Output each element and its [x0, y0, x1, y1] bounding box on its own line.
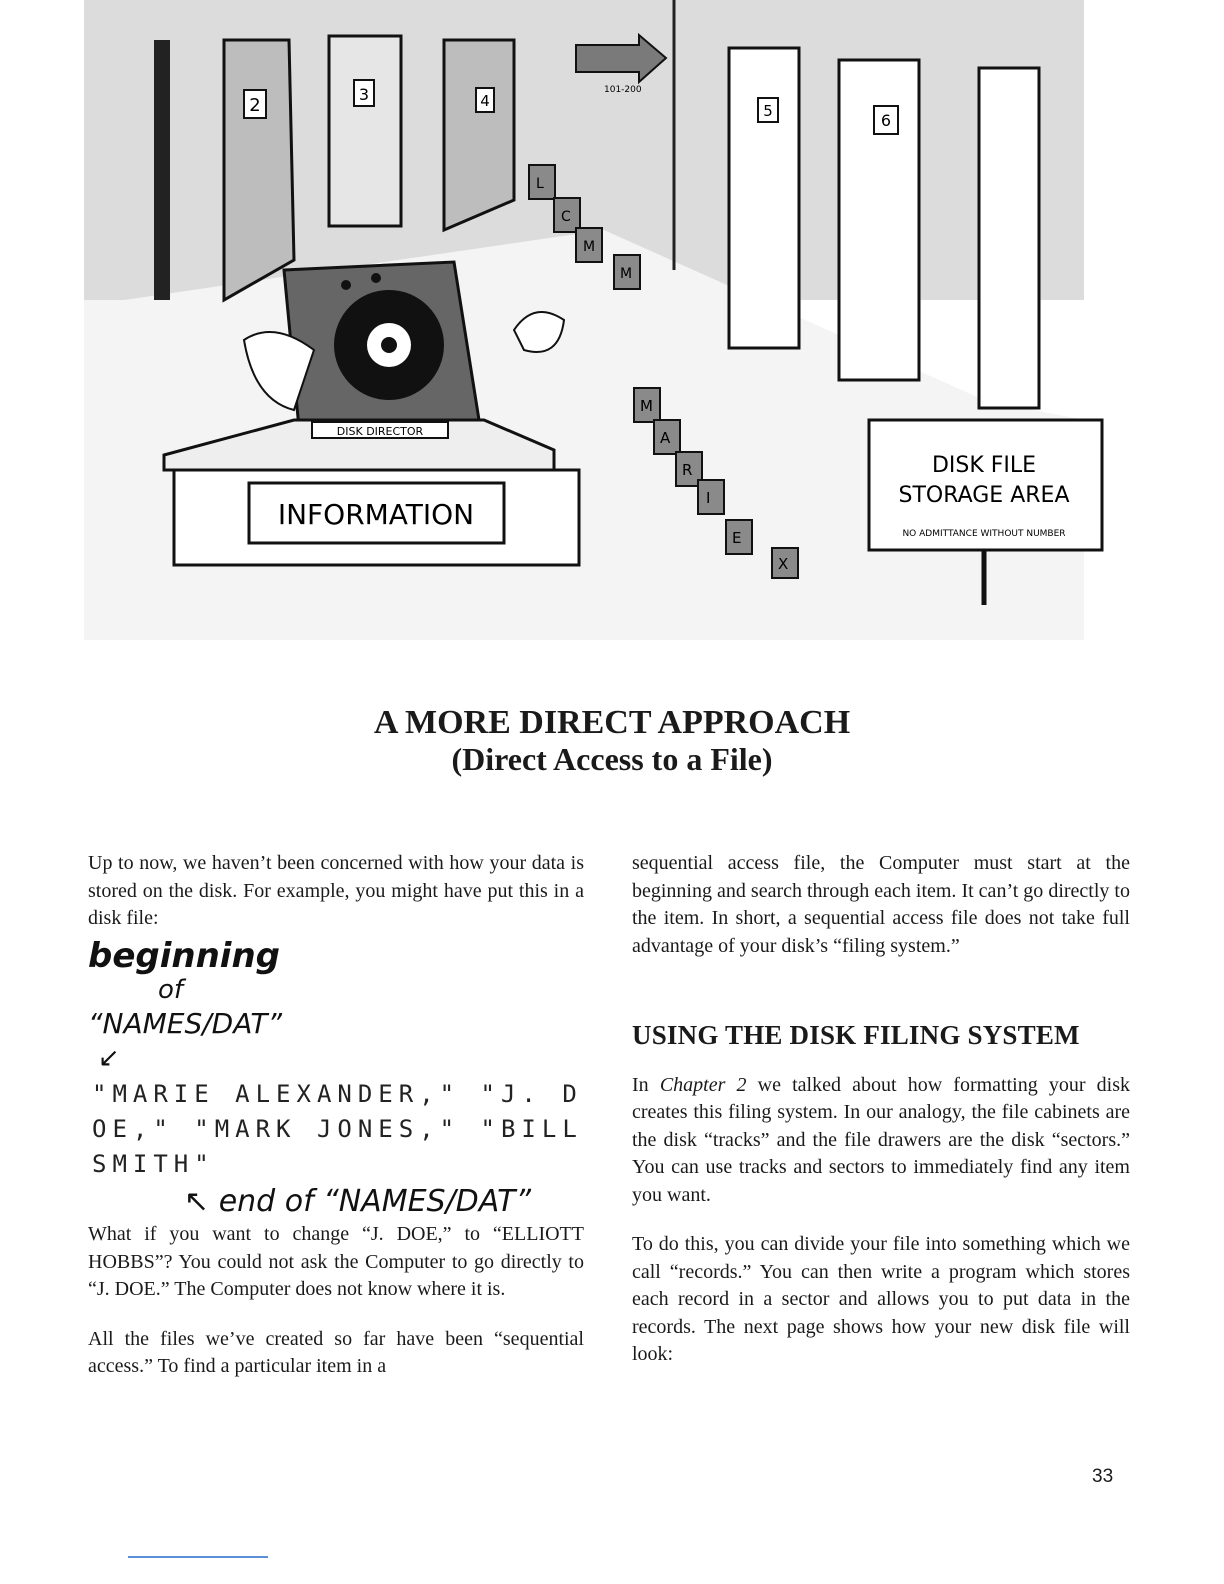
door-number: 6 [880, 111, 892, 130]
svg-text:DISK FILE: DISK FILE [931, 453, 1037, 478]
svg-text:I: I [706, 489, 711, 507]
chapter-reference: Chapter 2 [659, 1073, 747, 1096]
begin-annotation [88, 935, 584, 1075]
paragraph-records: To do this, you can divide your file into something which we call “records.” You can then write a program which stores each record in a sector and allows you to put data in the records. The next page shows how your new disk file will look: [632, 1233, 1130, 1365]
intro-paragraph: Up to now, we haven’t been concerned with how your data is stored on the disk. For example, you might have put this in a disk file: [88, 852, 584, 929]
svg-text:R: R [682, 461, 693, 479]
door-number: 3 [358, 85, 370, 104]
information-desk [164, 420, 579, 565]
section-title: USING THE DISK FILING SYSTEM [632, 1020, 1080, 1050]
arrow-up-left-icon: ↖ [184, 1183, 210, 1219]
annotation-beginning: beginning [88, 935, 280, 976]
door-4 [444, 40, 514, 230]
door-5 [729, 48, 799, 348]
left-column [88, 850, 604, 1381]
headline [0, 705, 1224, 777]
decorative-rule [128, 1556, 268, 1558]
page-title: A MORE DIRECT APPROACH [373, 704, 851, 741]
svg-text:A: A [660, 429, 671, 447]
right-column [632, 850, 1130, 1369]
paragraph-filing-system: In Chapter 2 we talked about how formatting your disk creates this filing system. In our analogy, the file cabinets are the disk “tracks” and the file drawers are the disk “sectors.” You can use tracks and sectors to immediately find any item you want. [632, 1073, 1130, 1206]
svg-text:E: E [732, 529, 742, 547]
annotation-filename: “NAMES/DAT” [88, 1006, 282, 1040]
desk-nameplate: DISK DIRECTOR [336, 425, 424, 438]
svg-text:M: M [640, 397, 653, 415]
paragraph-sequential-cont: sequential access file, the Computer must start at the beginning and search through each item. It can’t go directly to the item. In short, a sequential access file does not take full advantage of your disk’s “filing system.” [632, 852, 1130, 957]
svg-text:STORAGE AREA: STORAGE AREA [898, 483, 1070, 508]
door-number: 4 [480, 92, 490, 110]
page-subtitle: (Direct Access to a File) [451, 741, 773, 777]
svg-text:M: M [620, 266, 633, 282]
svg-text:L: L [536, 176, 544, 192]
door-number: 2 [249, 95, 261, 116]
svg-text:101-200: 101-200 [604, 85, 642, 95]
door-6 [839, 60, 919, 380]
svg-text:NO ADMITTANCE WITHOUT NUMBER: NO ADMITTANCE WITHOUT NUMBER [902, 529, 1066, 539]
arrow-down-icon: ↙ [98, 1042, 120, 1073]
door-3 [329, 36, 401, 226]
svg-text:X: X [778, 555, 789, 573]
page-number: 33 [1092, 1466, 1114, 1487]
file-contents: "MARIE ALEXANDER," "J. DOE," "MARK JONES," "BILL SMITH" [92, 1079, 604, 1178]
annotation-end: end of “NAMES/DAT” [218, 1183, 531, 1219]
information-sign: INFORMATION [277, 498, 475, 531]
svg-text:M: M [583, 239, 596, 255]
paragraph-sequential: All the files we’ve created so far have been “sequential access.” To find a particular item in a [88, 1327, 584, 1377]
door-number: 5 [763, 102, 773, 120]
paragraph-change-name: What if you want to change “J. DOE,” to “ELLIOTT HOBBS”? You could not ask the Computer to go directly to “J. DOE.” The Computer does not know where it is. [88, 1223, 584, 1300]
end-annotation [184, 1183, 584, 1219]
svg-text:C: C [561, 209, 571, 225]
annotation-of: of [158, 974, 184, 1005]
cartoon-illustration [84, 0, 1156, 640]
